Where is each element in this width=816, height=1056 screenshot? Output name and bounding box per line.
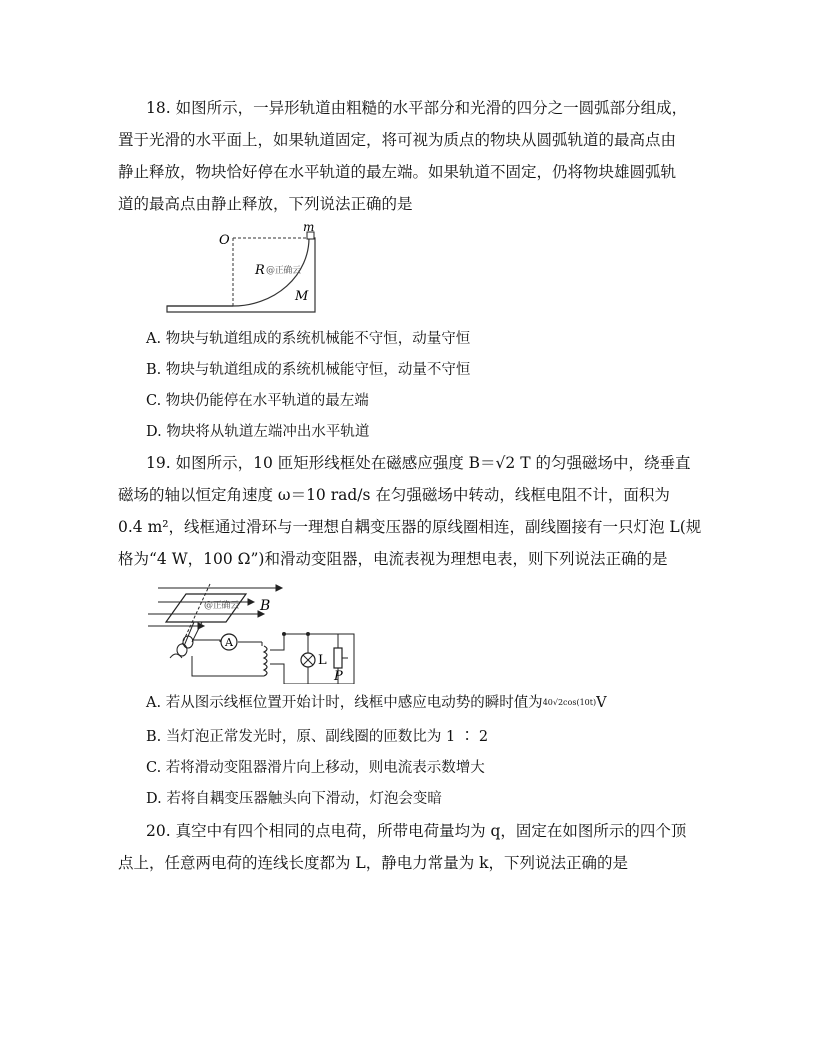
q19-watermark: @正确云 <box>204 601 239 611</box>
q18-label-M: M <box>295 289 309 304</box>
q19-lead-2 <box>192 622 202 642</box>
q18-option-d: D. 物块将从轨道左端冲出水平轨道 <box>146 424 370 440</box>
q19-option-a-text: A. 若从图示线框位置开始计时，线框中感应电动势的瞬时值为 <box>146 695 543 711</box>
q18-line-4: 道的最高点由静止释放，下列说法正确的是 <box>118 195 413 213</box>
q19-option-a-unit: V <box>596 695 607 711</box>
q18-label-R: R <box>255 263 265 278</box>
q19-circuit-figure <box>148 580 360 684</box>
q19-brush <box>170 654 182 658</box>
q20-line-2: 点上，任意两电荷的连线长度都为 L，静电力常量为 k，下列说法正确的是 <box>118 854 629 872</box>
q19-wire-bottom <box>192 656 264 676</box>
q18-line-1: 18. 如图所示，一异形轨道由粗糙的水平部分和光滑的四分之一圆弧部分组成， <box>146 99 688 117</box>
q18-option-a: A. 物块与轨道组成的系统机械能不守恒，动量守恒 <box>146 331 471 347</box>
q19-label-B: B <box>260 598 271 614</box>
q18-line-3: 静止释放，物块恰好停在水平轨道的最左端。如果轨道不固定，仍将物块雄圆弧轨 <box>118 163 677 181</box>
q19-label-A: A <box>225 636 233 649</box>
q20-line-1: 20. 真空中有四个相同的点电荷，所带电荷量均为 q，固定在如图所示的四个顶 <box>146 822 687 840</box>
q19-label-P: P <box>334 669 343 684</box>
q19-line-1: 19. 如图所示，10 匝矩形线框处在磁感应强度 B＝√2 T 的匀强磁场中，绕垂直 <box>146 454 691 472</box>
q19-label-L: L <box>318 653 327 668</box>
q19-transformer-coil <box>264 646 267 676</box>
q19-slip-ring-1 <box>183 636 193 648</box>
q19-line-3: 0.4 m²，线框通过滑环与一理想自耦变压器的原线圈相连，副线圈接有一只灯泡 L(规 <box>118 518 702 536</box>
q18-line-2: 置于光滑的水平面上，如果轨道固定，将可视为质点的物块从圆弧轨道的最高点由 <box>118 131 677 149</box>
q18-option-b: B. 物块与轨道组成的系统机械能守恒，动量不守恒 <box>146 362 471 378</box>
q18-label-m: m <box>303 222 315 234</box>
q19-line-2: 磁场的轴以恒定角速度 ω＝10 rad/s 在匀强磁场中转动，线框电阻不计，面积为 <box>118 486 670 504</box>
q19-rheostat <box>334 648 342 668</box>
q19-option-d: D. 若将自耦变压器触头向下滑动，灯泡会变暗 <box>146 791 442 807</box>
q19-option-c: C. 若将滑动变阻器滑片向上移动，则电流表示数增大 <box>146 760 485 776</box>
q18-option-c: C. 物块仍能停在水平轨道的最左端 <box>146 393 369 409</box>
q18-track-figure <box>165 222 335 318</box>
q19-option-b: B. 当灯泡正常发光时，原、副线圈的匝数比为 1 ∶ 2 <box>146 729 489 745</box>
q18-label-O: O <box>219 233 230 248</box>
q19-line-4: 格为“4 W，100 Ω”)和滑动变阻器，电流表视为理想电表，则下列说法正确的是 <box>118 550 668 568</box>
q19-junction-1 <box>282 632 286 636</box>
q18-watermark: @正确云 <box>266 266 301 276</box>
q19-option-a-formula: 40√2cos(10t) <box>542 698 597 707</box>
q19-option-a <box>146 692 607 714</box>
q19-wire-top <box>192 640 220 642</box>
